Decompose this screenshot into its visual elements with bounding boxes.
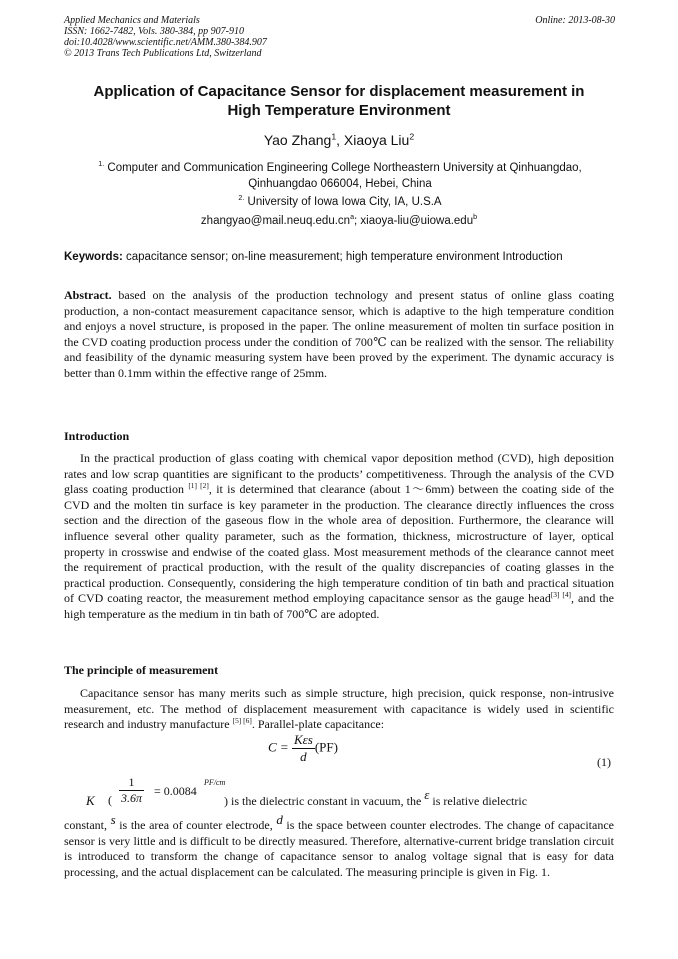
equation-fraction — [292, 732, 315, 765]
journal-header — [64, 15, 267, 59]
author-1-affil: 1 — [331, 131, 337, 142]
k-definition-line — [64, 775, 616, 819]
closing-text-1: constant, — [64, 818, 111, 832]
closing-text-2: is the area of counter electrode, — [115, 818, 277, 832]
equation-unit: (PF) — [314, 739, 338, 755]
d-symbol: d — [276, 812, 283, 827]
principle-heading: The principle of measurement — [64, 663, 219, 677]
intro-text-3: , and the high temperature as the medium in tin bath of 700℃ are adopted. — [64, 591, 614, 621]
title-line-1: Application of Capacitance Sensor for displacement measurement in — [93, 83, 585, 100]
k-value: = 0.0084 — [154, 784, 197, 798]
closing-text-3: is the space between counter electrodes. The change of capacitance sensor is very little and is difficult to be directly measured. Therefore, alternative-current bridge translation circuit is introduced to transform the change of capacitance sensor to analog voltage signal that is easy for data processing, and the actual displacement can be calculated. The measuring principle is given in Fig. 1. — [64, 818, 614, 879]
abstract-text: based on the analysis of the production technology and present status of online glass coating production, a non-contact measurement capacitance sensor, which is adaptive to the high temperature condition and enjoys a novel structure, is proposed in the paper. The online measurement of molten tin surface position in the CVD coating production process under the condition of 700℃ can be realized with the sensor. The reliability and feasibility of the dynamic measuring system have been proved by the experiment. The dynamic accuracy is better than 0.1mm within the effective range of 25mm. — [64, 288, 614, 380]
author-2: Xiaoya Liu — [343, 132, 410, 148]
email-list — [60, 215, 618, 227]
epsilon-symbol: ε — [424, 787, 430, 802]
email-2-mark: b — [473, 213, 478, 222]
affiliation-1 — [70, 160, 610, 192]
affiliation-1-mark: 1. — [98, 160, 105, 169]
k-description — [224, 787, 616, 809]
doi-line: doi:10.4028/www.scientific.net/AMM.380-384.907 — [64, 37, 267, 48]
k-unit: PF/cm — [204, 778, 226, 787]
affiliation-2-text: University of Iowa Iowa City, IA, U.S.A — [247, 196, 442, 208]
affiliation-1-line-1: Computer and Communication Engineering College Northeastern University at Qinhuangdao, — [107, 162, 582, 174]
email-separator: ; — [354, 215, 361, 227]
title-line-2: High Temperature Environment — [227, 102, 451, 119]
email-2: xiaoya-liu@uiowa.edu — [360, 215, 474, 227]
introduction-paragraph — [64, 451, 614, 623]
author-separator: , — [336, 132, 344, 148]
principle-text-1: Capacitance sensor has many merits such as simple structure, high precision, quick response, non-intrusive measurement, etc. The method of displacement measurement with capacitance is widely used in scientific research and industry manufacture — [64, 686, 614, 732]
keywords-line — [64, 251, 616, 263]
principle-paragraph — [64, 686, 614, 733]
equation-number: (1) — [597, 755, 611, 769]
intro-citation-2: [3] [4] — [550, 590, 572, 600]
abstract-label: Abstract. — [64, 288, 112, 302]
paper-title — [60, 82, 618, 120]
equation-lhs: C = — [268, 739, 289, 755]
s-symbol: s — [110, 812, 116, 827]
author-2-affil: 2 — [409, 131, 415, 142]
affiliation-2 — [70, 194, 610, 210]
intro-citation-1: [1] [2] — [188, 481, 209, 491]
affiliation-1-line-2: Qinhuangdao 066004, Hebei, China — [248, 178, 432, 190]
affiliation-2-mark: 2. — [238, 194, 245, 203]
principle-text-2: . Parallel-plate capacitance: — [251, 717, 385, 732]
issn-line: ISSN: 1662-7482, Vols. 380-384, pp 907-910 — [64, 26, 244, 37]
author-1: Yao Zhang — [263, 132, 332, 148]
introduction-heading: Introduction — [64, 429, 130, 443]
k-fraction-denominator: 3.6π — [121, 791, 143, 805]
keywords-label: Keywords: — [64, 251, 123, 263]
keywords-text: capacitance sensor; on-line measurement; high temperature environment Introduction — [122, 251, 563, 263]
principle-citation: [5] [6] — [232, 716, 252, 726]
k-fraction-numerator: 1 — [119, 775, 144, 791]
email-1-mark: a — [350, 213, 355, 222]
abstract-paragraph — [64, 288, 614, 382]
author-list — [60, 132, 618, 148]
equation-denominator: d — [300, 749, 307, 764]
copyright-line: © 2013 Trans Tech Publications Ltd, Switzerland — [64, 48, 262, 59]
email-1: zhangyao@mail.neuq.edu.cn — [200, 215, 351, 227]
online-date: Online: 2013-08-30 — [535, 15, 615, 26]
intro-text-2: , it is determined that clearance (about 1～6mm) between the coating side of the CVD and the molten tin surface is key parameter in the production. The clearance directly influences the cross section and the direction of the gaseous flow in the whole area of deposition. Furthermore, the clearance will influence several other quality parameter, such as the formation, thickness, microstructure of layer, optical property in crosswise and endwise of the coated glass. Most measurement methods of the clearance cannot meet the requirement of practical production, with the result of the quality discrepancies of coating glasses in the practical production. Consequently, considering the high temperature condition of tin bath and practical situation of CVD coating reactor, the measurement method employing capacitance sensor as the gauge head — [64, 482, 615, 606]
k-open-paren: ( — [108, 793, 112, 807]
intro-text-1: In the practical production of glass coating with chemical vapor deposition method (CVD), high deposition rates and low scrap quantities are significant to the products’ competitiveness. Through the analysis of the CVD glass coating production — [64, 451, 614, 497]
equation-numerator: Kεs — [293, 732, 313, 747]
k-text: ) is the dielectric constant in vacuum, the — [224, 794, 422, 808]
k-fraction — [119, 775, 144, 806]
k-text-2: is relative dielectric — [429, 794, 528, 808]
equation-1 — [268, 732, 338, 765]
journal-name: Applied Mechanics and Materials — [64, 15, 200, 26]
k-symbol: K — [86, 793, 95, 808]
closing-paragraph — [64, 812, 614, 880]
